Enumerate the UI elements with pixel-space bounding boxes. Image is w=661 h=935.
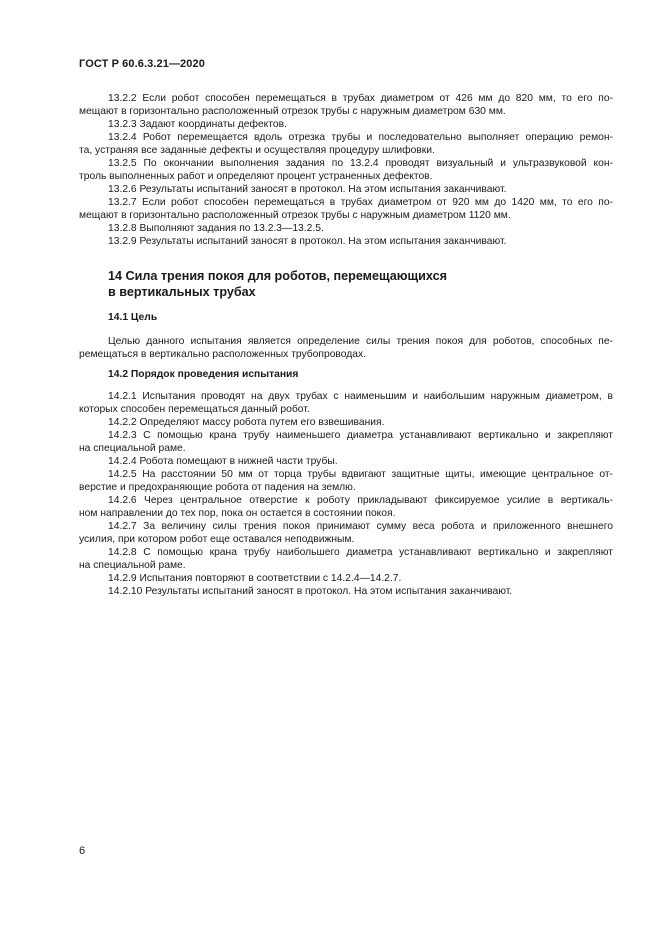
para-14-2-10: 14.2.10 Результаты испытаний заносят в протокол. На этом испытания заканчивают. — [108, 586, 513, 597]
para-14-2-6-line2: ном направлении до тех пор, пока он остается в состоянии покоя. — [79, 508, 396, 519]
goal-line1: Целью данного испытания является определение силы трения покоя для роботов, способных пе- — [108, 336, 613, 347]
para-14-2-8-line1: 14.2.8 С помощью крана трубу наибольшего диаметра устанавливают вертикально и закрепляют — [108, 547, 613, 558]
para-14-2-4: 14.2.4 Робота помещают в нижней части трубы. — [108, 456, 338, 467]
para-13-2-8: 13.2.8 Выполняют задания по 13.2.3—13.2.5. — [108, 223, 324, 234]
section-14-heading-line1: 14 Сила трения покоя для роботов, перемещающихся — [108, 269, 447, 283]
para-13-2-2-line2: мещают в горизонтально расположенный отрезок трубы с наружным диаметром 630 мм. — [79, 106, 506, 117]
para-14-2-7-line2: усилия, при котором робот еще оставался неподвижным. — [79, 534, 355, 545]
para-14-2-7-line1: 14.2.7 За величину силы трения покоя принимают сумму веса робота и приложенного внешнего — [108, 521, 613, 532]
document-header: ГОСТ Р 60.6.3.21—2020 — [79, 58, 205, 70]
para-13-2-9: 13.2.9 Результаты испытаний заносят в протокол. На этом испытания заканчивают. — [108, 236, 507, 247]
para-14-2-2: 14.2.2 Определяют массу робота путем его взвешивания. — [108, 417, 385, 428]
para-13-2-7-line1: 13.2.7 Если робот способен перемещаться в трубах диаметром от 920 мм до 1420 мм, то его по- — [108, 197, 613, 208]
section-14-2-paragraphs — [79, 390, 613, 598]
subsection-14-1-heading: 14.1 Цель — [108, 312, 158, 323]
goal-paragraph — [79, 335, 613, 361]
goal-line2: ремещаться в вертикально расположенных трубопроводах. — [79, 349, 367, 360]
para-13-2-6: 13.2.6 Результаты испытаний заносят в протокол. На этом испытания заканчивают. — [108, 184, 507, 195]
para-13-2-5-line2: троль выполненных работ и определяют процент устраненных дефектов. — [79, 171, 433, 182]
para-13-2-5-line1: 13.2.5 По окончании выполнения задания по 13.2.4 проводят визуальный и ультразвуковой кон- — [108, 158, 613, 169]
para-14-2-3-line2: на специальной раме. — [79, 443, 186, 454]
para-14-2-1-line2: которых способен перемещаться данный робот. — [79, 404, 310, 415]
subsection-14-2-heading: 14.2 Порядок проведения испытания — [108, 369, 299, 380]
section-14-heading-line2: в вертикальных трубах — [108, 285, 256, 299]
para-14-2-3-line1: 14.2.3 С помощью крана трубу наименьшего диаметра устанавливают вертикально и закрепляют — [108, 430, 613, 441]
para-13-2-4-line2: та, устраняя все заданные дефекты и осуществляя процедуру шлифовки. — [79, 145, 435, 156]
para-14-2-8-line2: на специальной раме. — [79, 560, 186, 571]
section-13-paragraphs — [79, 92, 613, 248]
para-13-2-7-line2: мещают в горизонтально расположенный отрезок трубы с наружным диаметром 1120 мм. — [79, 210, 511, 221]
page-number: 6 — [79, 845, 86, 857]
para-14-2-6-line1: 14.2.6 Через центральное отверстие к роботу прикладывают фиксируемое усилие в вертикаль- — [108, 495, 613, 506]
para-14-2-1-line1: 14.2.1 Испытания проводят на двух трубах с наименьшим и наибольшим наружным диаметром, в — [108, 391, 613, 402]
section-14-heading — [108, 268, 447, 300]
para-13-2-3: 13.2.3 Задают координаты дефектов. — [108, 119, 287, 130]
para-13-2-2-line1: 13.2.2 Если робот способен перемещаться в трубах диаметром от 426 мм до 820 мм, то его по- — [108, 93, 613, 104]
para-14-2-5-line1: 14.2.5 На расстоянии 50 мм от торца трубы вдвигают защитные щиты, имеющие центральное от- — [108, 469, 613, 480]
para-13-2-4-line1: 13.2.4 Робот перемещается вдоль отрезка трубы и последовательно выполняет операцию ремон- — [108, 132, 613, 143]
para-14-2-9: 14.2.9 Испытания повторяют в соответствии с 14.2.4—14.2.7. — [108, 573, 402, 584]
para-14-2-5-line2: верстие и предохраняющие робота от падения на землю. — [79, 482, 356, 493]
